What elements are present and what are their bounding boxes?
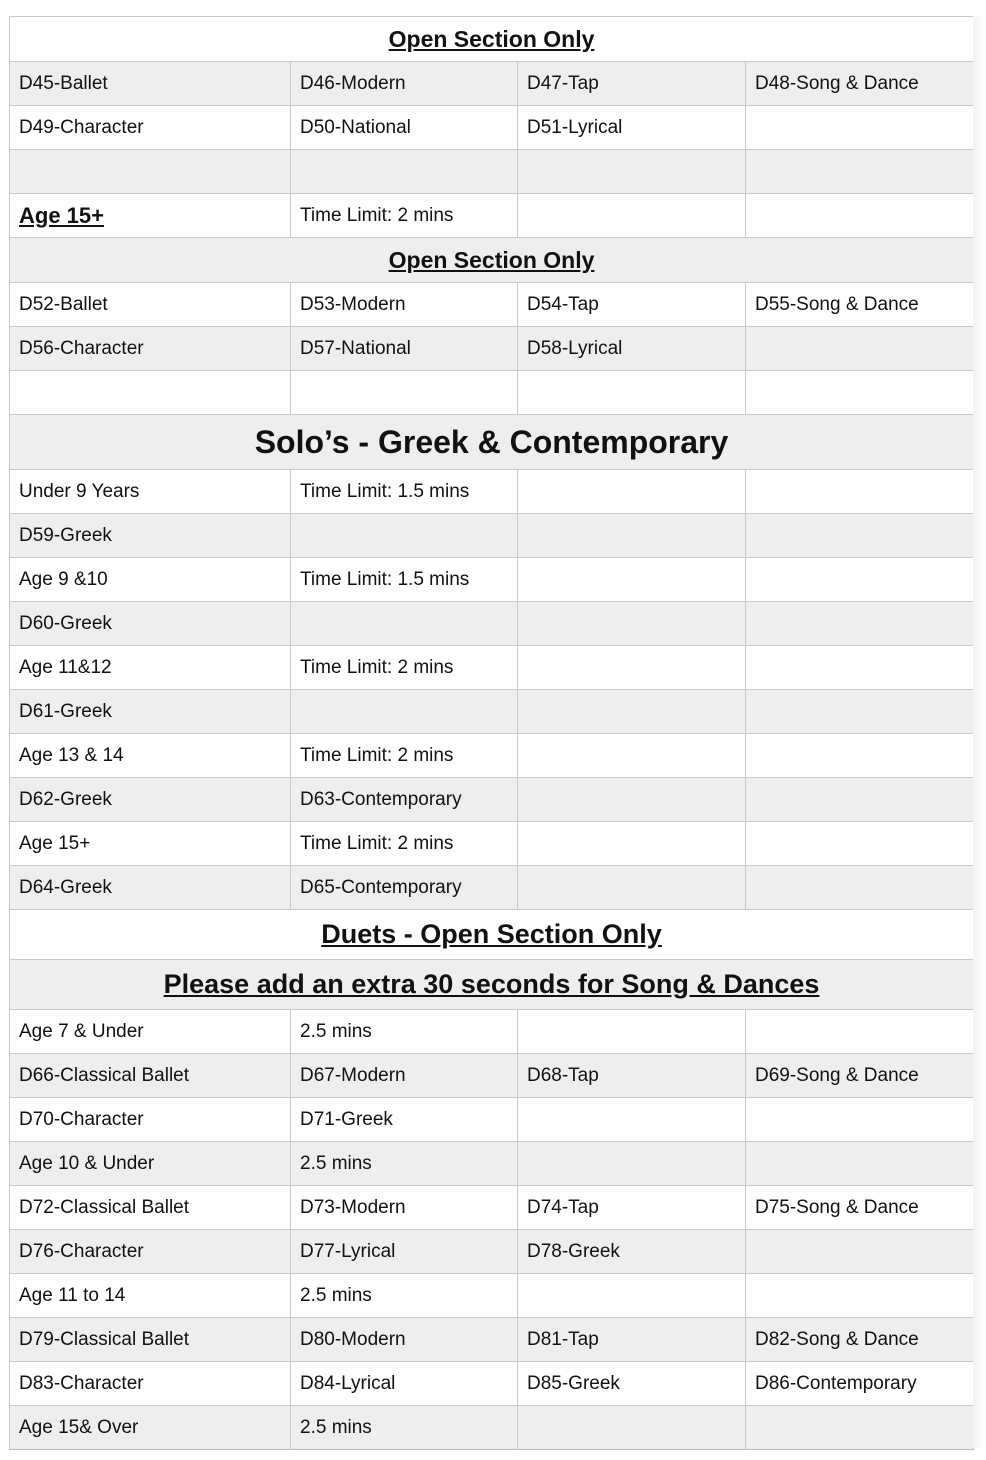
table-cell: D59-Greek (10, 514, 291, 558)
page-edge-shadow (973, 16, 986, 1448)
table-row (10, 514, 974, 558)
table-cell (746, 1406, 974, 1450)
table-cell: D78-Greek (518, 1230, 746, 1274)
table-cell (746, 866, 974, 910)
table-cell: D68-Tap (518, 1054, 746, 1098)
table-cell: D46-Modern (291, 62, 518, 106)
section-header-row (10, 17, 974, 62)
table-cell: D86-Contemporary (746, 1362, 974, 1406)
table-cell: D54-Tap (518, 283, 746, 327)
table-cell (746, 470, 974, 514)
table-cell (518, 602, 746, 646)
table-cell: Time Limit: 1.5 mins (291, 470, 518, 514)
table-cell: Time Limit: 2 mins (291, 822, 518, 866)
table-cell (746, 371, 974, 415)
table-cell: Age 13 & 14 (10, 734, 291, 778)
table-cell (746, 194, 974, 238)
table-cell: Age 11&12 (10, 646, 291, 690)
table-cell: D63-Contemporary (291, 778, 518, 822)
table-cell: Age 10 & Under (10, 1142, 291, 1186)
table-row (10, 1098, 974, 1142)
section-heading: Duets - Open Section Only (10, 910, 974, 960)
table-cell (518, 194, 746, 238)
table-cell: D71-Greek (291, 1098, 518, 1142)
table-cell (291, 690, 518, 734)
table-row (10, 778, 974, 822)
table-cell (746, 734, 974, 778)
table-cell: D61-Greek (10, 690, 291, 734)
table-row (10, 734, 974, 778)
table-row (10, 327, 974, 371)
table-row (10, 62, 974, 106)
table-row (10, 1010, 974, 1054)
table-cell (746, 1010, 974, 1054)
table-cell (518, 1098, 746, 1142)
table-cell (746, 602, 974, 646)
table-cell (746, 327, 974, 371)
table-cell: D80-Modern (291, 1318, 518, 1362)
section-header-row (10, 910, 974, 960)
table-cell (518, 690, 746, 734)
table-row (10, 194, 974, 238)
table-cell (746, 1274, 974, 1318)
table-row (10, 1406, 974, 1450)
table-cell: Age 15+ (10, 194, 291, 238)
table-row (10, 602, 974, 646)
table-cell: Age 15+ (10, 822, 291, 866)
section-heading: Open Section Only (10, 238, 974, 283)
table-cell (746, 778, 974, 822)
class-schedule-body (10, 17, 974, 1450)
table-cell: Age 11 to 14 (10, 1274, 291, 1318)
table-row (10, 1230, 974, 1274)
table-row (10, 106, 974, 150)
table-cell: D48-Song & Dance (746, 62, 974, 106)
table-cell (518, 822, 746, 866)
table-cell (746, 558, 974, 602)
section-heading: Solo’s - Greek & Contemporary (10, 415, 974, 470)
table-cell: D65-Contemporary (291, 866, 518, 910)
table-cell: D58-Lyrical (518, 327, 746, 371)
table-cell: Under 9 Years (10, 470, 291, 514)
table-cell: 2.5 mins (291, 1406, 518, 1450)
table-cell: D53-Modern (291, 283, 518, 327)
table-row (10, 558, 974, 602)
table-cell: Time Limit: 1.5 mins (291, 558, 518, 602)
table-cell: D66-Classical Ballet (10, 1054, 291, 1098)
table-row (10, 1142, 974, 1186)
table-cell (518, 1406, 746, 1450)
table-cell: 2.5 mins (291, 1010, 518, 1054)
table-cell (746, 106, 974, 150)
table-cell: D83-Character (10, 1362, 291, 1406)
table-cell (746, 1142, 974, 1186)
table-cell (518, 371, 746, 415)
table-cell: D64-Greek (10, 866, 291, 910)
table-cell: D45-Ballet (10, 62, 291, 106)
table-cell: D73-Modern (291, 1186, 518, 1230)
table-cell: D50-National (291, 106, 518, 150)
table-cell (291, 371, 518, 415)
table-cell: Time Limit: 2 mins (291, 646, 518, 690)
table-row (10, 371, 974, 415)
table-cell (10, 371, 291, 415)
table-cell: D74-Tap (518, 1186, 746, 1230)
table-cell: D57-National (291, 327, 518, 371)
table-cell (291, 514, 518, 558)
table-cell (518, 558, 746, 602)
table-cell: D82-Song & Dance (746, 1318, 974, 1362)
table-cell (518, 866, 746, 910)
table-cell (518, 778, 746, 822)
table-cell: D70-Character (10, 1098, 291, 1142)
table-cell: Age 7 & Under (10, 1010, 291, 1054)
table-cell: 2.5 mins (291, 1274, 518, 1318)
table-row (10, 470, 974, 514)
table-cell (10, 150, 291, 194)
table-cell (746, 514, 974, 558)
table-row (10, 866, 974, 910)
table-cell: D49-Character (10, 106, 291, 150)
table-cell: D67-Modern (291, 1054, 518, 1098)
table-cell: 2.5 mins (291, 1142, 518, 1186)
table-cell (518, 470, 746, 514)
table-cell (746, 150, 974, 194)
table-row (10, 690, 974, 734)
table-row (10, 1318, 974, 1362)
table-cell (291, 150, 518, 194)
table-cell: D56-Character (10, 327, 291, 371)
table-row (10, 1274, 974, 1318)
table-cell: D52-Ballet (10, 283, 291, 327)
table-cell: D75-Song & Dance (746, 1186, 974, 1230)
table-cell: D69-Song & Dance (746, 1054, 974, 1098)
table-cell: D85-Greek (518, 1362, 746, 1406)
table-cell: D72-Classical Ballet (10, 1186, 291, 1230)
section-header-row (10, 238, 974, 283)
table-row (10, 283, 974, 327)
table-cell (746, 1098, 974, 1142)
class-schedule-table (9, 16, 974, 1450)
table-cell: D81-Tap (518, 1318, 746, 1362)
table-cell: D76-Character (10, 1230, 291, 1274)
section-heading: Please add an extra 30 seconds for Song & Dances (10, 960, 974, 1010)
table-cell: D84-Lyrical (291, 1362, 518, 1406)
table-cell (291, 602, 518, 646)
table-cell: Age 9 &10 (10, 558, 291, 602)
table-cell: D77-Lyrical (291, 1230, 518, 1274)
table-cell (518, 646, 746, 690)
section-header-row (10, 960, 974, 1010)
table-cell (746, 1230, 974, 1274)
table-cell (518, 150, 746, 194)
table-row (10, 1362, 974, 1406)
section-header-row (10, 415, 974, 470)
table-cell (518, 734, 746, 778)
table-cell (746, 822, 974, 866)
table-cell (746, 646, 974, 690)
table-cell (518, 1142, 746, 1186)
table-cell (746, 690, 974, 734)
table-cell: D62-Greek (10, 778, 291, 822)
table-row (10, 822, 974, 866)
table-cell: D79-Classical Ballet (10, 1318, 291, 1362)
table-row (10, 1054, 974, 1098)
section-heading: Open Section Only (10, 17, 974, 62)
table-cell (518, 1010, 746, 1054)
table-cell: Time Limit: 2 mins (291, 194, 518, 238)
table-row (10, 150, 974, 194)
table-cell: Age 15& Over (10, 1406, 291, 1450)
table-cell: D47-Tap (518, 62, 746, 106)
table-cell: D55-Song & Dance (746, 283, 974, 327)
table-cell: D60-Greek (10, 602, 291, 646)
table-row (10, 646, 974, 690)
table-row (10, 1186, 974, 1230)
table-cell (518, 1274, 746, 1318)
table-cell (518, 514, 746, 558)
table-cell: D51-Lyrical (518, 106, 746, 150)
table-cell: Time Limit: 2 mins (291, 734, 518, 778)
